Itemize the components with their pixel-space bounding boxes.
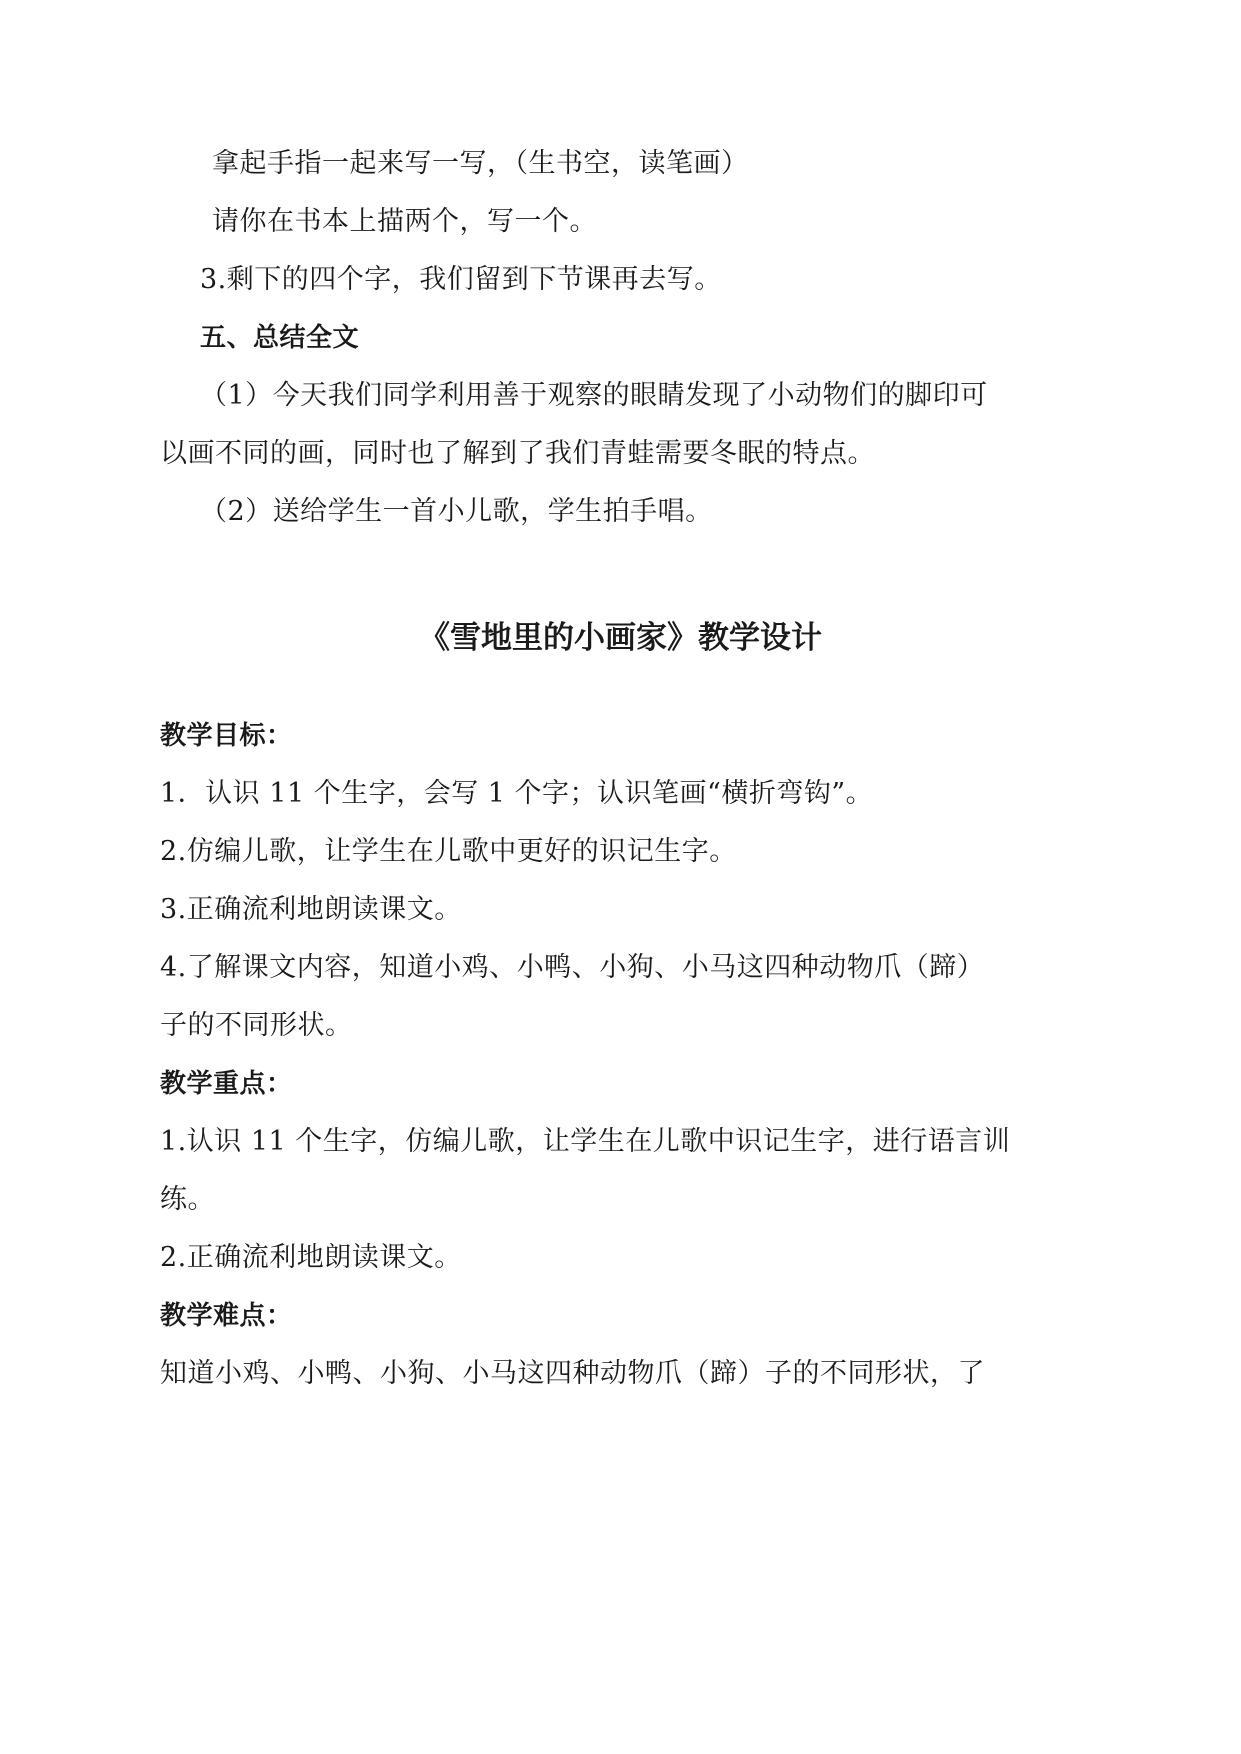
heading-key-points: 教学重点： [160,1069,293,1099]
heading-difficulties: 教学难点： [160,1301,293,1331]
goal-item-1: 1．认识 11 个生字，会写 1 个字；认识笔画“横折弯钩”。 [160,778,874,809]
difficulty-text-line1: 知道小鸡、小鸭、小狗、小马这四种动物爪（蹄）子的不同形状，了 [160,1358,985,1389]
document-title: 《雪地里的小画家》教学设计 [419,620,822,656]
paragraph-summary-1-line1: （1）今天我们同学利用善于观察的眼睛发现了小动物们的脚印可 [200,380,988,411]
paragraph-trace-instruction: 请你在书本上描两个，写一个。 [212,206,597,237]
key-point-1-line1: 1.认识 11 个生字，仿编儿歌，让学生在儿歌中识记生字，进行语言训 [160,1126,1011,1157]
goal-item-2: 2.仿编儿歌，让学生在儿歌中更好的识记生字。 [160,836,737,867]
goal-item-4-line2: 子的不同形状。 [160,1010,353,1041]
heading-summary: 五、总结全文 [200,323,360,353]
goal-item-3: 3.正确流利地朗读课文。 [160,894,462,925]
key-point-1-line2: 练。 [160,1184,215,1215]
heading-teaching-goals: 教学目标： [160,721,293,751]
goal-item-4-line1: 4.了解课文内容，知道小鸡、小鸭、小狗、小马这四种动物爪（蹄） [160,952,985,983]
paragraph-write-practice: 拿起手指一起来写一写，（生书空，读笔画） [212,148,749,179]
paragraph-summary-2: （2）送给学生一首小儿歌，学生拍手唱。 [200,496,713,527]
paragraph-remaining-characters: 3.剩下的四个字，我们留到下节课再去写。 [200,264,722,295]
paragraph-summary-1-line2: 以画不同的画，同时也了解到了我们青蛙需要冬眠的特点。 [160,438,875,469]
key-point-2: 2.正确流利地朗读课文。 [160,1242,462,1273]
